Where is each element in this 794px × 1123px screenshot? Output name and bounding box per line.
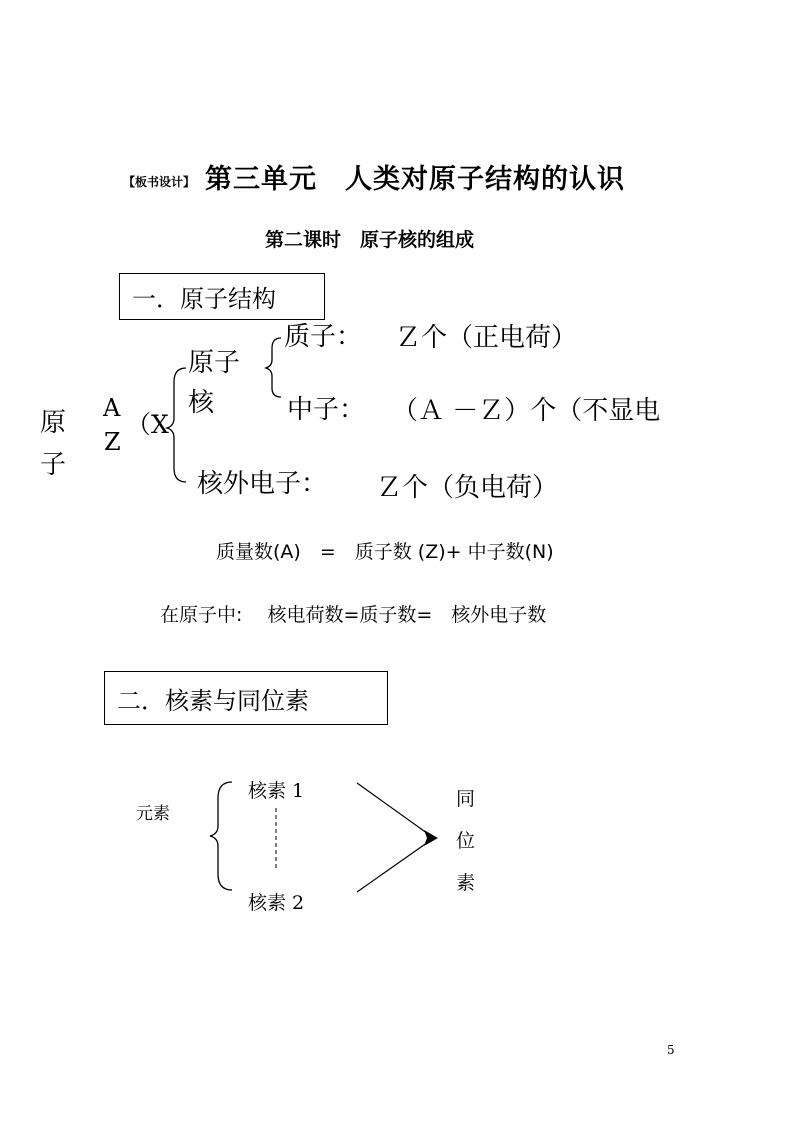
arrow-line-lower [357, 840, 431, 892]
nuclide-2: 核素 2 [248, 892, 305, 914]
nucleus-label-line1: 原子 [188, 348, 241, 378]
atom-word-1: 原 [40, 408, 67, 438]
proton-label: 质子： [284, 322, 363, 352]
element-brace [210, 782, 232, 890]
isotope-char-3: 素 [456, 872, 476, 894]
nuclide-1: 核素 1 [248, 780, 305, 802]
neutron-label: 中子： [287, 395, 366, 425]
mass-number-formula: 质量数(A) = 质子数 (Z)+ 中子数(N) [216, 541, 554, 563]
title-tag: 【板书设计】 [123, 175, 196, 189]
charge-equality-formula: 在原子中: 核电荷数=质子数= 核外电子数 [160, 604, 547, 626]
electron-label: 核外电子： [197, 469, 328, 499]
arrow-head [424, 830, 438, 846]
section-heading-text: 一．原子结构 [132, 285, 276, 313]
isotope-char-1: 同 [456, 788, 476, 810]
lesson-subtitle: 第二课时 原子核的组成 [265, 229, 475, 251]
electron-value: Ｚ个（负电荷） [376, 473, 559, 503]
atom-word-2: 子 [40, 450, 67, 480]
mass-number-symbol: A [103, 394, 121, 422]
section-heading-text: 二．核素与同位素 [117, 686, 309, 715]
isotope-char-2: 位 [456, 830, 476, 852]
atomic-number-symbol: Z [104, 428, 121, 456]
element-label: 元素 [136, 804, 170, 824]
nucleus-label-line2: 核 [188, 388, 215, 418]
arrow-line-upper [357, 783, 431, 836]
page-title: 第三单元 人类对原子结构的认识 [205, 164, 625, 195]
neutron-value: （Ａ －Ｚ）个（不显电 [392, 396, 661, 426]
nucleus-brace [266, 338, 281, 397]
page-number: 5 [667, 1043, 675, 1057]
element-symbol: （X [126, 410, 169, 439]
proton-value: Ｚ个（正电荷） [395, 323, 578, 353]
atom-brace [167, 368, 186, 482]
